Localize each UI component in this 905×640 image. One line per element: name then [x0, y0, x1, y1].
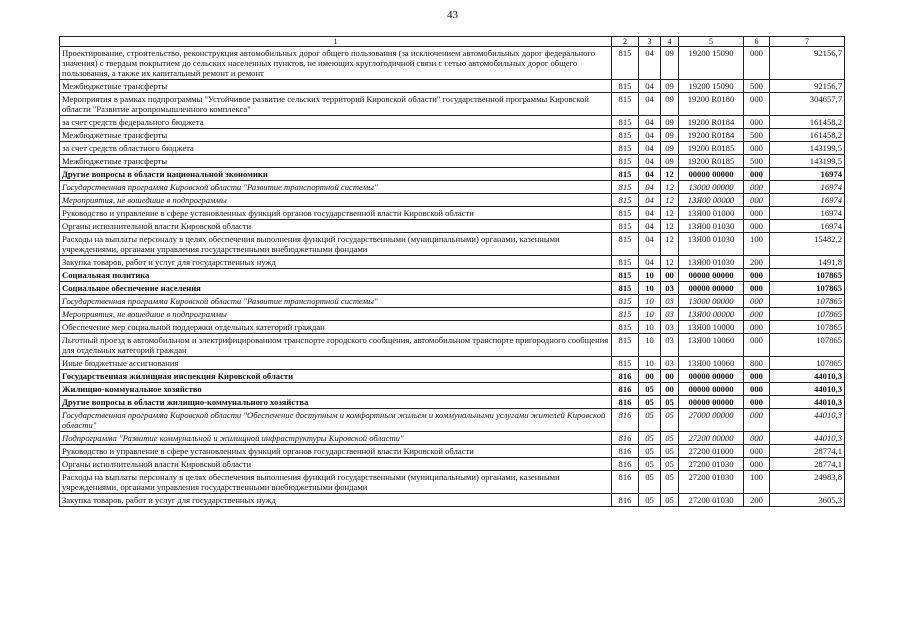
row-subsection-code: 09 [661, 93, 679, 116]
row-ministry-code: 815 [612, 181, 639, 194]
row-amount: 143199,5 [770, 142, 845, 155]
row-section-code: 00 [639, 370, 661, 383]
table-row [60, 220, 845, 233]
row-name: Государственная программа Кировской области "Обеспечение доступным и комфортным жильем и коммунальными услугами жителей Кировской области" [60, 409, 612, 432]
row-section-code: 05 [639, 409, 661, 432]
row-target-code: 27200 01000 [679, 445, 744, 458]
row-ministry-code: 816 [612, 370, 639, 383]
row-expense-type-code: 000 [744, 334, 770, 357]
row-subsection-code: 12 [661, 233, 679, 256]
row-subsection-code: 09 [661, 129, 679, 142]
row-target-code: 19200 R0180 [679, 93, 744, 116]
row-expense-type-code: 500 [744, 80, 770, 93]
row-expense-type-code: 000 [744, 142, 770, 155]
row-subsection-code: 09 [661, 155, 679, 168]
row-name: Мероприятия в рамках подпрограммы "Устойчивое развитие сельских территорий Кировской области" государственной программы Кировской области "Развитие агропромышленного комплекса" [60, 93, 612, 116]
row-expense-type-code: 000 [744, 370, 770, 383]
row-name: Межбюджетные трансферты [60, 80, 612, 93]
table-row [60, 334, 845, 357]
row-amount: 28774,1 [770, 458, 845, 471]
row-name: Межбюджетные трансферты [60, 129, 612, 142]
row-amount: 107865 [770, 282, 845, 295]
row-name: Закупка товаров, работ и услуг для государственных нужд [60, 494, 612, 507]
row-expense-type-code: 000 [744, 445, 770, 458]
row-expense-type-code: 000 [744, 295, 770, 308]
table-row [60, 458, 845, 471]
row-amount: 161458,2 [770, 129, 845, 142]
row-name: за счет средств областного бюджета [60, 142, 612, 155]
row-name: Руководство и управление в сфере установленных функций органов государственной власти Кировской области [60, 445, 612, 458]
row-section-code: 04 [639, 93, 661, 116]
row-section-code: 04 [639, 194, 661, 207]
row-amount: 44010,3 [770, 409, 845, 432]
row-name: Межбюджетные трансферты [60, 155, 612, 168]
header-col-1: 1 [60, 37, 612, 47]
row-subsection-code: 12 [661, 194, 679, 207]
row-subsection-code: 05 [661, 409, 679, 432]
row-expense-type-code: 000 [744, 282, 770, 295]
row-target-code: 19200 15090 [679, 47, 744, 80]
row-subsection-code: 05 [661, 396, 679, 409]
row-section-code: 04 [639, 181, 661, 194]
row-section-code: 05 [639, 458, 661, 471]
table-row [60, 155, 845, 168]
table-row [60, 129, 845, 142]
row-ministry-code: 815 [612, 321, 639, 334]
table-row [60, 396, 845, 409]
table-row [60, 194, 845, 207]
row-expense-type-code: 100 [744, 471, 770, 494]
row-amount: 16974 [770, 194, 845, 207]
row-ministry-code: 816 [612, 409, 639, 432]
row-subsection-code: 09 [661, 47, 679, 80]
row-target-code: 13Я00 01030 [679, 233, 744, 256]
row-section-code: 04 [639, 155, 661, 168]
row-ministry-code: 816 [612, 445, 639, 458]
table-row [60, 494, 845, 507]
header-col-7: 7 [770, 37, 845, 47]
row-section-code: 04 [639, 220, 661, 233]
row-name: Подпрограмма "Развитие коммунальной и жилищной инфраструктуры Кировской области" [60, 432, 612, 445]
table-row [60, 321, 845, 334]
row-ministry-code: 815 [612, 220, 639, 233]
row-subsection-code: 05 [661, 445, 679, 458]
row-amount: 107865 [770, 295, 845, 308]
row-subsection-code: 03 [661, 308, 679, 321]
table-row [60, 357, 845, 370]
row-ministry-code: 816 [612, 458, 639, 471]
row-expense-type-code: 000 [744, 220, 770, 233]
row-ministry-code: 815 [612, 334, 639, 357]
row-expense-type-code: 200 [744, 256, 770, 269]
row-target-code: 13000 00000 [679, 181, 744, 194]
row-subsection-code: 09 [661, 142, 679, 155]
table-row [60, 207, 845, 220]
row-name: Государственная программа Кировской области "Развитие транспортной системы" [60, 181, 612, 194]
row-target-code: 00000 00000 [679, 370, 744, 383]
row-target-code: 19200 R0185 [679, 142, 744, 155]
row-section-code: 05 [639, 471, 661, 494]
row-name: Обеспечение мер социальной поддержки отдельных категорий граждан [60, 321, 612, 334]
row-target-code: 00000 00000 [679, 269, 744, 282]
row-amount: 304657,7 [770, 93, 845, 116]
row-amount: 107865 [770, 334, 845, 357]
row-amount: 44010,3 [770, 432, 845, 445]
row-ministry-code: 815 [612, 194, 639, 207]
row-ministry-code: 815 [612, 357, 639, 370]
row-ministry-code: 815 [612, 256, 639, 269]
row-target-code: 13Я00 00000 [679, 194, 744, 207]
row-target-code: 27200 00000 [679, 432, 744, 445]
row-subsection-code: 03 [661, 282, 679, 295]
row-subsection-code: 00 [661, 383, 679, 396]
row-name: Государственная жилищная инспекция Кировской области [60, 370, 612, 383]
row-expense-type-code: 100 [744, 233, 770, 256]
row-ministry-code: 815 [612, 168, 639, 181]
row-target-code: 19200 15090 [679, 80, 744, 93]
row-name: Иные бюджетные ассигнования [60, 357, 612, 370]
table-body [60, 47, 845, 507]
row-amount: 24983,8 [770, 471, 845, 494]
header-col-3: 3 [639, 37, 661, 47]
row-ministry-code: 816 [612, 383, 639, 396]
row-expense-type-code: 000 [744, 207, 770, 220]
row-amount: 16974 [770, 220, 845, 233]
row-section-code: 04 [639, 47, 661, 80]
row-expense-type-code: 500 [744, 155, 770, 168]
row-subsection-code: 12 [661, 220, 679, 233]
row-name: Органы исполнительной власти Кировской области [60, 220, 612, 233]
row-ministry-code: 815 [612, 93, 639, 116]
row-target-code: 13Я00 10060 [679, 357, 744, 370]
row-amount: 44010,3 [770, 370, 845, 383]
table-row [60, 93, 845, 116]
table-row [60, 445, 845, 458]
row-ministry-code: 815 [612, 142, 639, 155]
row-section-code: 04 [639, 233, 661, 256]
row-target-code: 13Я00 10000 [679, 321, 744, 334]
row-subsection-code: 03 [661, 357, 679, 370]
row-target-code: 27000 00000 [679, 409, 744, 432]
row-subsection-code: 05 [661, 494, 679, 507]
table-row [60, 370, 845, 383]
row-name: Жилищно-коммунальное хозяйство [60, 383, 612, 396]
row-name: Закупка товаров, работ и услуг для государственных нужд [60, 256, 612, 269]
row-name: Другие вопросы в области национальной экономики [60, 168, 612, 181]
row-ministry-code: 815 [612, 129, 639, 142]
row-name: Социальная политика [60, 269, 612, 282]
row-ministry-code: 815 [612, 295, 639, 308]
row-amount: 107865 [770, 321, 845, 334]
row-section-code: 04 [639, 207, 661, 220]
row-expense-type-code: 000 [744, 308, 770, 321]
table-row [60, 308, 845, 321]
row-expense-type-code: 000 [744, 321, 770, 334]
row-expense-type-code: 000 [744, 409, 770, 432]
row-section-code: 05 [639, 383, 661, 396]
row-section-code: 10 [639, 269, 661, 282]
table-row [60, 383, 845, 396]
row-subsection-code: 00 [661, 269, 679, 282]
row-subsection-code: 00 [661, 370, 679, 383]
row-section-code: 10 [639, 357, 661, 370]
table-row [60, 269, 845, 282]
row-ministry-code: 816 [612, 396, 639, 409]
row-amount: 1491,8 [770, 256, 845, 269]
row-target-code: 00000 00000 [679, 282, 744, 295]
table-row [60, 80, 845, 93]
row-amount: 107865 [770, 308, 845, 321]
row-name: Льготный проезд в автомобильном и электрифицированном транспорте городского сообщения, автомобильном транспорте пригородного сообщения для отдельных категорий граждан [60, 334, 612, 357]
table-header-row [60, 37, 845, 47]
row-subsection-code: 12 [661, 181, 679, 194]
row-expense-type-code: 200 [744, 494, 770, 507]
page-number: 43 [447, 9, 458, 21]
row-expense-type-code: 000 [744, 181, 770, 194]
table-row [60, 142, 845, 155]
row-target-code: 13Я00 01000 [679, 207, 744, 220]
row-section-code: 04 [639, 129, 661, 142]
table-row [60, 233, 845, 256]
row-section-code: 04 [639, 116, 661, 129]
row-section-code: 05 [639, 432, 661, 445]
table-row [60, 116, 845, 129]
row-amount: 3605,3 [770, 494, 845, 507]
row-subsection-code: 03 [661, 334, 679, 357]
row-amount: 107865 [770, 357, 845, 370]
table-row [60, 432, 845, 445]
row-section-code: 04 [639, 80, 661, 93]
row-section-code: 10 [639, 334, 661, 357]
row-expense-type-code: 000 [744, 432, 770, 445]
row-name: Расходы на выплаты персоналу в целях обеспечения выполнения функций государственными (муниципальными) органами, казенными учреждениями, органами управления государственными внебюджетными фондами [60, 233, 612, 256]
row-amount: 28774,1 [770, 445, 845, 458]
table-row [60, 181, 845, 194]
row-section-code: 04 [639, 256, 661, 269]
row-amount: 92156,7 [770, 47, 845, 80]
row-ministry-code: 815 [612, 207, 639, 220]
row-ministry-code: 815 [612, 116, 639, 129]
row-section-code: 05 [639, 396, 661, 409]
row-target-code: 13Я00 10060 [679, 334, 744, 357]
row-expense-type-code: 800 [744, 357, 770, 370]
row-ministry-code: 815 [612, 233, 639, 256]
row-amount: 16974 [770, 181, 845, 194]
row-subsection-code: 09 [661, 80, 679, 93]
row-target-code: 00000 00000 [679, 396, 744, 409]
row-target-code: 27200 01030 [679, 471, 744, 494]
row-expense-type-code: 000 [744, 93, 770, 116]
row-amount: 44010,3 [770, 383, 845, 396]
row-target-code: 13Я00 00000 [679, 308, 744, 321]
header-col-6: 6 [744, 37, 770, 47]
row-subsection-code: 12 [661, 168, 679, 181]
row-target-code: 13Я00 01030 [679, 220, 744, 233]
row-section-code: 10 [639, 295, 661, 308]
row-target-code: 00000 00000 [679, 383, 744, 396]
row-amount: 15482,2 [770, 233, 845, 256]
row-section-code: 04 [639, 168, 661, 181]
row-amount: 161458,2 [770, 116, 845, 129]
row-name: Государственная программа Кировской области "Развитие транспортной системы" [60, 295, 612, 308]
row-subsection-code: 09 [661, 116, 679, 129]
row-expense-type-code: 000 [744, 168, 770, 181]
row-subsection-code: 03 [661, 321, 679, 334]
row-expense-type-code: 000 [744, 116, 770, 129]
row-expense-type-code: 500 [744, 129, 770, 142]
row-name: Расходы на выплаты персоналу в целях обеспечения выполнения функций государственными (муниципальными) органами, казенными учреждениями, органами управления государственными внебюджетными фондами [60, 471, 612, 494]
header-col-5: 5 [679, 37, 744, 47]
table-row [60, 295, 845, 308]
row-target-code: 13Я00 01030 [679, 256, 744, 269]
row-name: Органы исполнительной власти Кировской области [60, 458, 612, 471]
row-name: за счет средств федерального бюджета [60, 116, 612, 129]
row-name: Руководство и управление в сфере установленных функций органов государственной власти Кировской области [60, 207, 612, 220]
row-expense-type-code: 000 [744, 458, 770, 471]
row-subsection-code: 05 [661, 432, 679, 445]
row-amount: 44010,3 [770, 396, 845, 409]
row-name: Проектирование, строительство, реконструкция автомобильных дорог общего пользования (за исключением автомобильных дорог федерального значения) с твердым покрытием до сельских населенных пунктов, не имеющих круглогодичной связи с сетью автомобильных дорог общего пользования, а также их капитальный ремонт и ремонт [60, 47, 612, 80]
row-target-code: 19200 R0184 [679, 116, 744, 129]
row-ministry-code: 816 [612, 471, 639, 494]
row-target-code: 19200 R0185 [679, 155, 744, 168]
row-subsection-code: 12 [661, 207, 679, 220]
row-target-code: 27200 01030 [679, 494, 744, 507]
row-expense-type-code: 000 [744, 194, 770, 207]
table-row [60, 47, 845, 80]
row-ministry-code: 815 [612, 80, 639, 93]
budget-table [59, 36, 845, 507]
table-row [60, 282, 845, 295]
row-target-code: 00000 00000 [679, 168, 744, 181]
row-expense-type-code: 000 [744, 47, 770, 80]
row-subsection-code: 12 [661, 256, 679, 269]
row-section-code: 10 [639, 321, 661, 334]
table-row [60, 471, 845, 494]
row-amount: 16974 [770, 168, 845, 181]
row-section-code: 04 [639, 142, 661, 155]
row-ministry-code: 816 [612, 494, 639, 507]
row-target-code: 27200 01030 [679, 458, 744, 471]
row-target-code: 13000 00000 [679, 295, 744, 308]
header-col-4: 4 [661, 37, 679, 47]
row-ministry-code: 815 [612, 47, 639, 80]
table-row [60, 256, 845, 269]
row-ministry-code: 815 [612, 308, 639, 321]
row-amount: 143199,5 [770, 155, 845, 168]
row-section-code: 05 [639, 494, 661, 507]
row-target-code: 19200 R0184 [679, 129, 744, 142]
row-ministry-code: 816 [612, 432, 639, 445]
header-col-2: 2 [612, 37, 639, 47]
row-subsection-code: 05 [661, 458, 679, 471]
row-name: Другие вопросы в области жилищно-коммунального хозяйства [60, 396, 612, 409]
row-amount: 16974 [770, 207, 845, 220]
row-section-code: 10 [639, 308, 661, 321]
row-name: Мероприятия, не вошедшие в подпрограммы [60, 308, 612, 321]
row-ministry-code: 815 [612, 269, 639, 282]
row-ministry-code: 815 [612, 282, 639, 295]
row-amount: 92156,7 [770, 80, 845, 93]
table-row [60, 409, 845, 432]
row-subsection-code: 05 [661, 471, 679, 494]
row-expense-type-code: 000 [744, 396, 770, 409]
row-amount: 107865 [770, 269, 845, 282]
row-name: Мероприятия, не вошедшие в подпрограммы [60, 194, 612, 207]
table-row [60, 168, 845, 181]
row-ministry-code: 815 [612, 155, 639, 168]
row-section-code: 05 [639, 445, 661, 458]
row-subsection-code: 03 [661, 295, 679, 308]
row-section-code: 10 [639, 282, 661, 295]
row-expense-type-code: 000 [744, 269, 770, 282]
row-expense-type-code: 000 [744, 383, 770, 396]
row-name: Социальное обеспечение населения [60, 282, 612, 295]
